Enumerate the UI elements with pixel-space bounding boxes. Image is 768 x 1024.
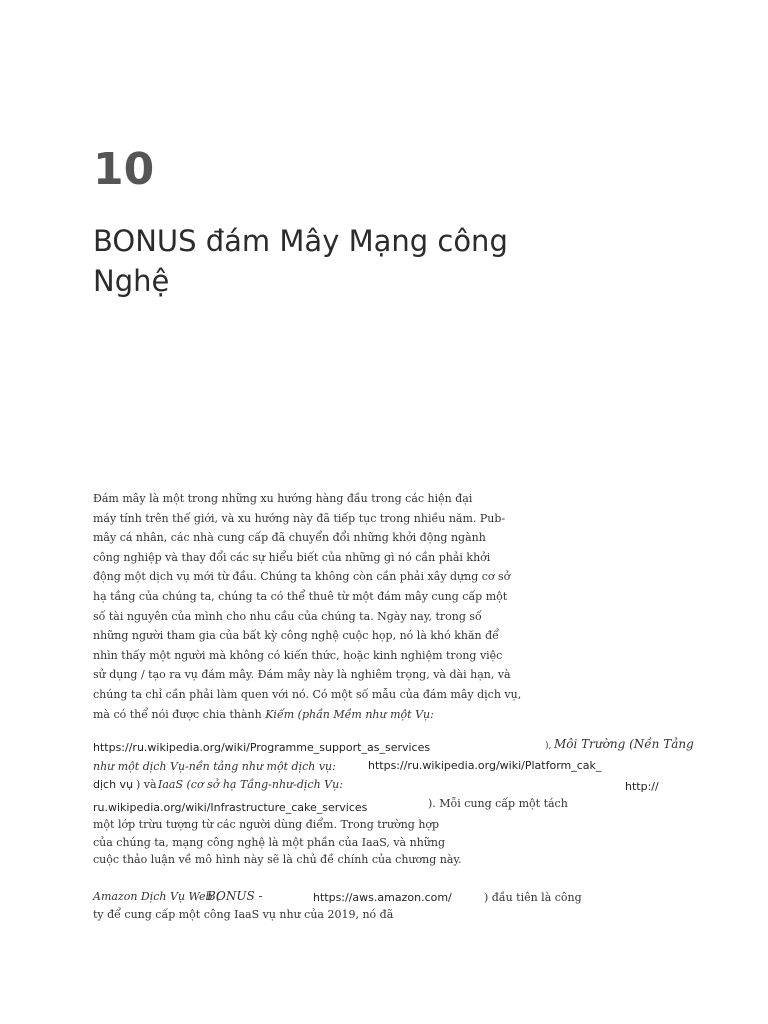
text-line: máy tính trên thế giới, và xu hướng này đã tiếp tục trong nhiều năm. Pub- bbox=[93, 511, 506, 525]
text-line: động một dịch vụ mới từ đầu. Chúng ta không còn cần phải xây dựng cơ sở bbox=[93, 570, 511, 584]
aws-label: Amazon Dịch Vụ Web ( bbox=[93, 890, 221, 903]
intro-paragraph bbox=[93, 489, 522, 724]
paas-continuation: như một dịch Vụ-nền tảng như một dịch vụ: bbox=[93, 760, 336, 773]
text-line: ty để cung cấp một công IaaS vụ như của 2019, nó đã bbox=[93, 908, 394, 921]
text-line: cuộc thảo luận về mô hình này sẽ là chủ đề chính của chương này. bbox=[93, 853, 462, 866]
paas-close: ), bbox=[545, 741, 552, 751]
aws-bonus: BONUS - bbox=[207, 889, 263, 903]
aws-tail: ) đầu tiên là công bbox=[484, 891, 582, 904]
iaas-tail: ). Mỗi cung cấp một tách bbox=[428, 797, 568, 810]
text-line: sử dụng / tạo ra vụ đám mây. Đám mây này là nghiêm trọng, và dài hạn, và bbox=[93, 668, 511, 682]
text-line: chúng ta chỉ cần phải làm quen với nó. Có một số mẫu của đám mây dịch vụ, bbox=[93, 687, 522, 701]
iaas-link-cont[interactable]: ru.wikipedia.org/wiki/Infrastructure_cake_services bbox=[93, 801, 368, 814]
chapter-number: 10 bbox=[93, 144, 155, 195]
paas-link[interactable]: https://ru.wikipedia.org/wiki/Platform_cak_ bbox=[368, 759, 602, 772]
text-line bbox=[93, 705, 513, 725]
text-line: hạ tầng của chúng ta, chúng ta có thể thuê từ một đám mây cung cấp một bbox=[93, 589, 508, 603]
text-line: nhìn thấy một người mà không có kiến thức, hoặc kinh nghiệm trong việc bbox=[93, 648, 503, 662]
text-line: một lớp trừu tượng từ các người dùng điểm. Trong trường hợp bbox=[93, 818, 440, 831]
saas-label: Kiếm (phần Mềm như một Vụ: bbox=[265, 707, 434, 721]
text-line: Đám mây là một trong những xu hướng hàng đầu trong các hiện đại bbox=[93, 492, 473, 505]
paas-label: Môi Trường (Nền Tảng bbox=[554, 737, 694, 751]
text-line: những người tham gia của bất kỳ công nghệ cuộc họp, nó là khó khăn để bbox=[93, 629, 499, 643]
chapter-title: BONUS đám Mây Mạng công Nghệ bbox=[93, 224, 508, 298]
paas-link-cont[interactable]: dịch vụ bbox=[93, 778, 134, 791]
aws-link[interactable]: https://aws.amazon.com/ bbox=[313, 891, 452, 904]
text-line: công nghiệp và thay đổi các sự hiểu biết của những gì nó cần phải khởi bbox=[93, 550, 491, 564]
and-text: ) và bbox=[136, 778, 157, 791]
iaas-label: IaaS (cơ sở hạ Tầng-như-dịch Vụ: bbox=[158, 778, 343, 791]
last-line-prefix: mà có thể nói được chia thành bbox=[93, 707, 266, 721]
saas-link[interactable]: https://ru.wikipedia.org/wiki/Programme_support_as_services bbox=[93, 741, 431, 754]
text-line: số tài nguyên của mình cho nhu cầu của chúng ta. Ngày nay, trong số bbox=[93, 609, 482, 623]
text-line: mây cá nhân, các nhà cung cấp đã chuyển đổi những khởi động ngành bbox=[93, 531, 486, 545]
iaas-link[interactable]: http:// bbox=[625, 780, 659, 793]
text-line: của chúng ta, mạng công nghệ là một phần của IaaS, và những bbox=[93, 836, 445, 849]
